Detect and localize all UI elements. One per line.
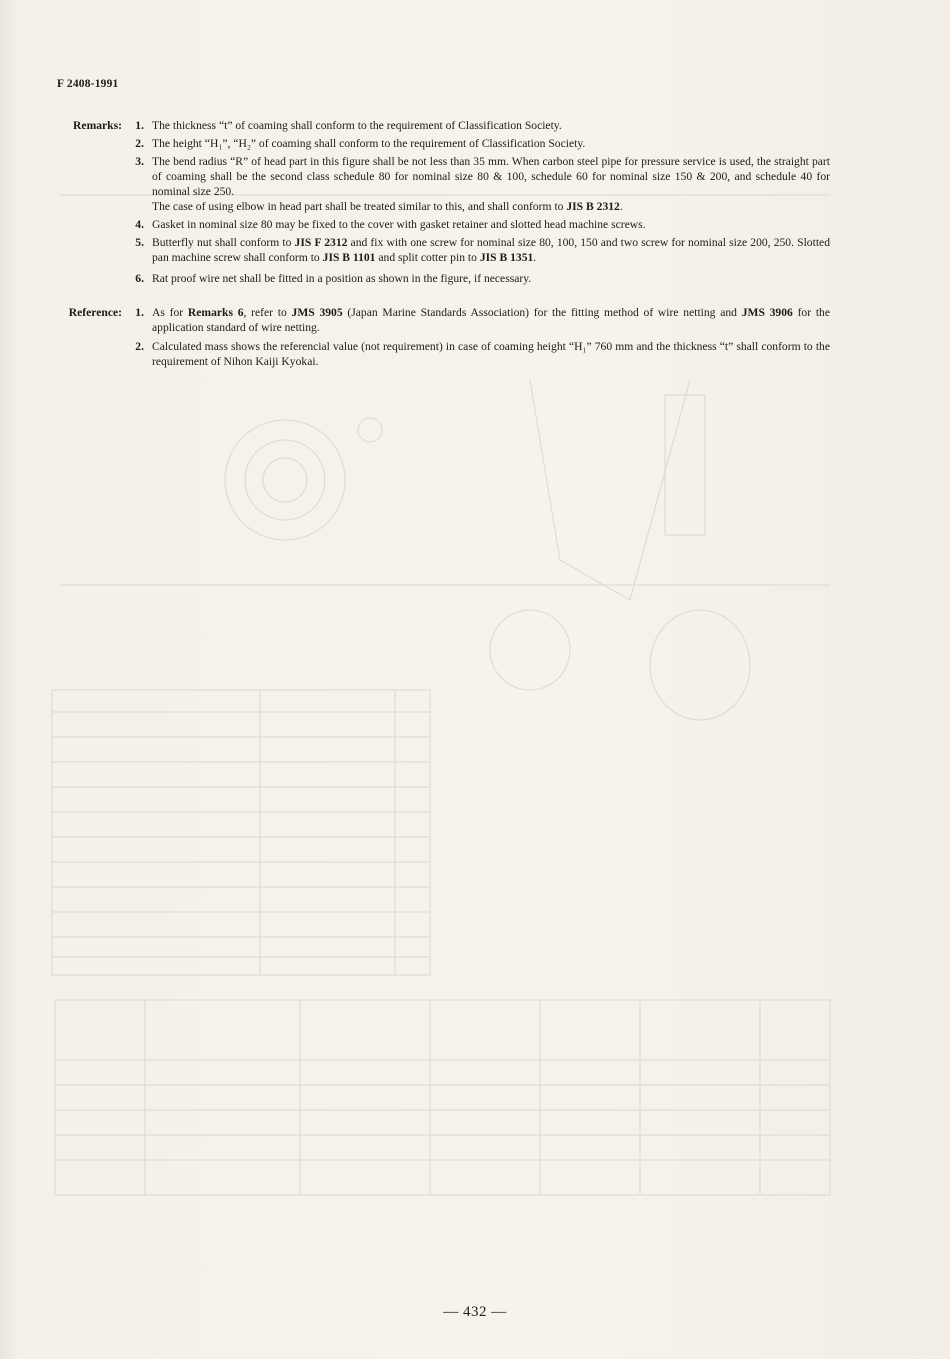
remark-item xyxy=(50,118,830,133)
standard-ref: JMS 3905 xyxy=(291,306,343,319)
remark-text: The height “H₁”, “H₂” of coaming shall conform to the requirement of Classification Society. xyxy=(152,137,586,150)
remark-text xyxy=(148,154,830,214)
reference-section xyxy=(50,305,830,369)
remark-text xyxy=(148,235,830,265)
text-run: (Japan Marine Standards Association) for the fitting method of wire netting and xyxy=(342,306,742,319)
remarks-section xyxy=(50,118,830,286)
remark-text: Rat proof wire net shall be fitted in a position as shown in the figure, if necessary. xyxy=(152,272,532,285)
remark-item xyxy=(50,235,830,265)
remark-item xyxy=(50,154,830,214)
remarks-label: Remarks: xyxy=(73,119,122,132)
reference-item xyxy=(50,305,830,335)
punct: . xyxy=(533,251,537,264)
remark-number: 1. xyxy=(135,119,144,132)
text-run: Butterfly nut shall conform to xyxy=(152,236,295,249)
standard-ref: JIS F 2312 xyxy=(294,236,348,249)
remark-item xyxy=(50,217,830,232)
text-run: As for xyxy=(152,306,188,319)
punct: . xyxy=(619,200,623,213)
standard-ref: JIS B 2312 xyxy=(566,200,620,213)
remark-ref: Remarks 6 xyxy=(187,306,244,319)
remark-item xyxy=(50,271,830,286)
standard-ref: JMS 3906 xyxy=(741,306,793,319)
standard-ref: JIS B 1351 xyxy=(479,251,534,264)
document-id: F 2408-1991 xyxy=(57,78,119,90)
text-run: for the application standard of wire netting. xyxy=(152,306,830,334)
page-number: — 432 — xyxy=(443,1304,507,1320)
text-run: and fix with one screw for nominal size 80, 100, 150 and two screw for nominal size 200, 250. Slotted pan machine screw shall conform to xyxy=(152,236,830,264)
remark-item xyxy=(50,136,830,151)
reference-text xyxy=(148,305,830,335)
remark-number: 4. xyxy=(135,218,144,231)
remark-text: Gasket in nominal size 80 may be fixed to the cover with gasket retainer and slotted head machine screws. xyxy=(152,218,646,231)
reference-number: 2. xyxy=(135,340,144,353)
remark-number: 2. xyxy=(135,137,144,150)
remark-text-main: The bend radius “R” of head part in this figure shall be not less than 35 mm. When carbon steel pipe for pressure service is used, the straight part of coaming shall be the second class schedule 80 for nominal size 80 & 100, schedule 60 for nominal size 150 & 200, and schedule 40 for nominal size 250. xyxy=(152,155,830,198)
standard-ref: JIS B 1101 xyxy=(322,251,376,264)
remark-number: 3. xyxy=(135,155,144,168)
reference-label: Reference: xyxy=(68,306,122,319)
remark-number: 5. xyxy=(135,236,144,249)
remark-text: The thickness “t” of coaming shall conform to the requirement of Classification Society. xyxy=(152,119,562,132)
reference-item xyxy=(50,339,830,369)
reference-text: Calculated mass shows the referencial value (not requirement) in case of coaming height “H₁” 760 mm and the thickness “t” shall conform to the requirement of Nihon Kaiji Kyokai. xyxy=(152,340,830,368)
text-run: , refer to xyxy=(243,306,292,319)
reference-number: 1. xyxy=(135,306,144,319)
remark-text-elbow: The case of using elbow in head part shall be treated similar to this, and shall conform to xyxy=(152,200,567,213)
remark-number: 6. xyxy=(135,272,144,285)
text-run: and split cotter pin to xyxy=(375,251,480,264)
